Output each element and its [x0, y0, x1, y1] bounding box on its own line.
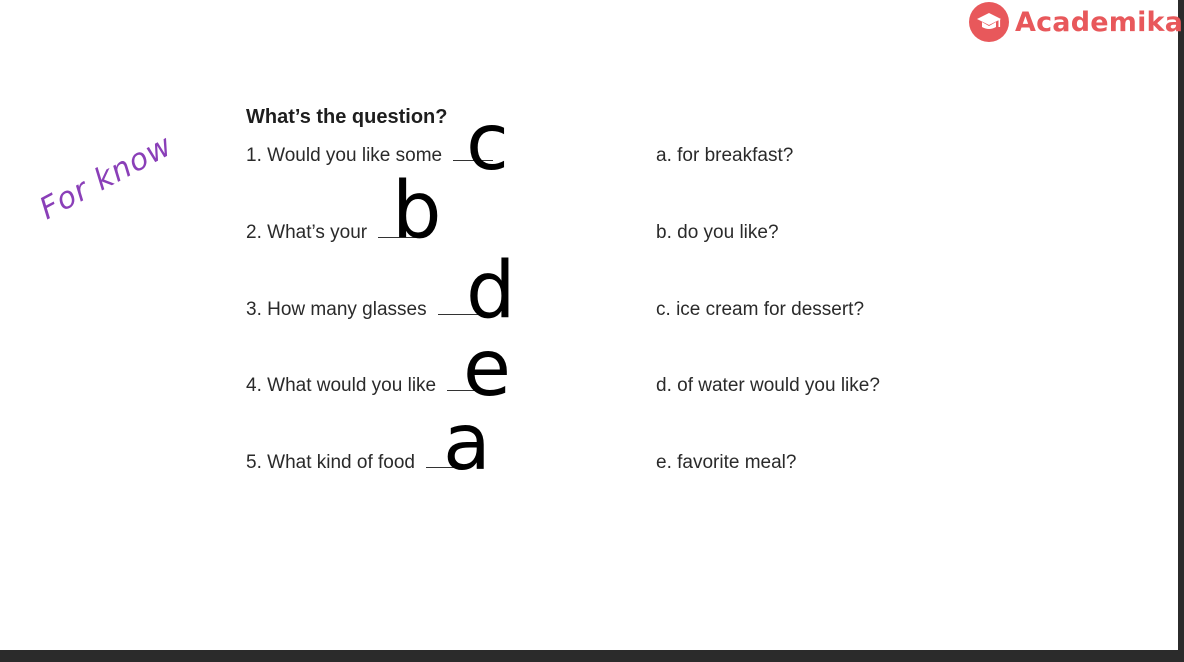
question-1 [246, 145, 493, 167]
handwritten-answer-4: e [463, 324, 511, 414]
option-a [656, 145, 793, 167]
question-text: What’s your [267, 222, 368, 243]
question-number: 1. [246, 145, 262, 166]
question-number: 2. [246, 222, 262, 243]
option-letter: b. [656, 222, 672, 243]
handwritten-answer-1: c [466, 98, 509, 188]
option-e [656, 452, 796, 474]
graduation-cap-icon [969, 2, 1009, 42]
handwritten-answer-5: a [443, 398, 491, 488]
brand-name: Academika [1015, 6, 1184, 38]
question-3 [246, 299, 478, 321]
option-letter: a. [656, 145, 672, 166]
option-text: do you like? [677, 222, 779, 243]
question-5 [246, 452, 466, 474]
question-text: How many glasses [267, 299, 427, 320]
option-text: of water would you like? [677, 375, 880, 396]
question-text: What would you like [267, 375, 437, 396]
option-d [656, 375, 880, 397]
worksheet-title: What’s the question? [246, 106, 448, 128]
option-text: for breakfast? [677, 145, 794, 166]
option-c [656, 299, 864, 321]
question-number: 4. [246, 375, 262, 396]
option-text: ice cream for dessert? [676, 299, 865, 320]
handwritten-note: For know [34, 128, 179, 227]
question-text: Would you like some [267, 145, 443, 166]
question-text: What kind of food [267, 452, 416, 473]
brand-logo [969, 2, 1183, 42]
question-number: 3. [246, 299, 262, 320]
handwritten-answer-2: b [392, 166, 442, 256]
option-letter: c. [656, 299, 671, 320]
question-4 [246, 375, 487, 397]
option-letter: e. [656, 452, 672, 473]
option-text: favorite meal? [677, 452, 797, 473]
handwritten-answer-3: d [466, 246, 516, 336]
option-letter: d. [656, 375, 672, 396]
question-number: 5. [246, 452, 262, 473]
option-b [656, 222, 779, 244]
